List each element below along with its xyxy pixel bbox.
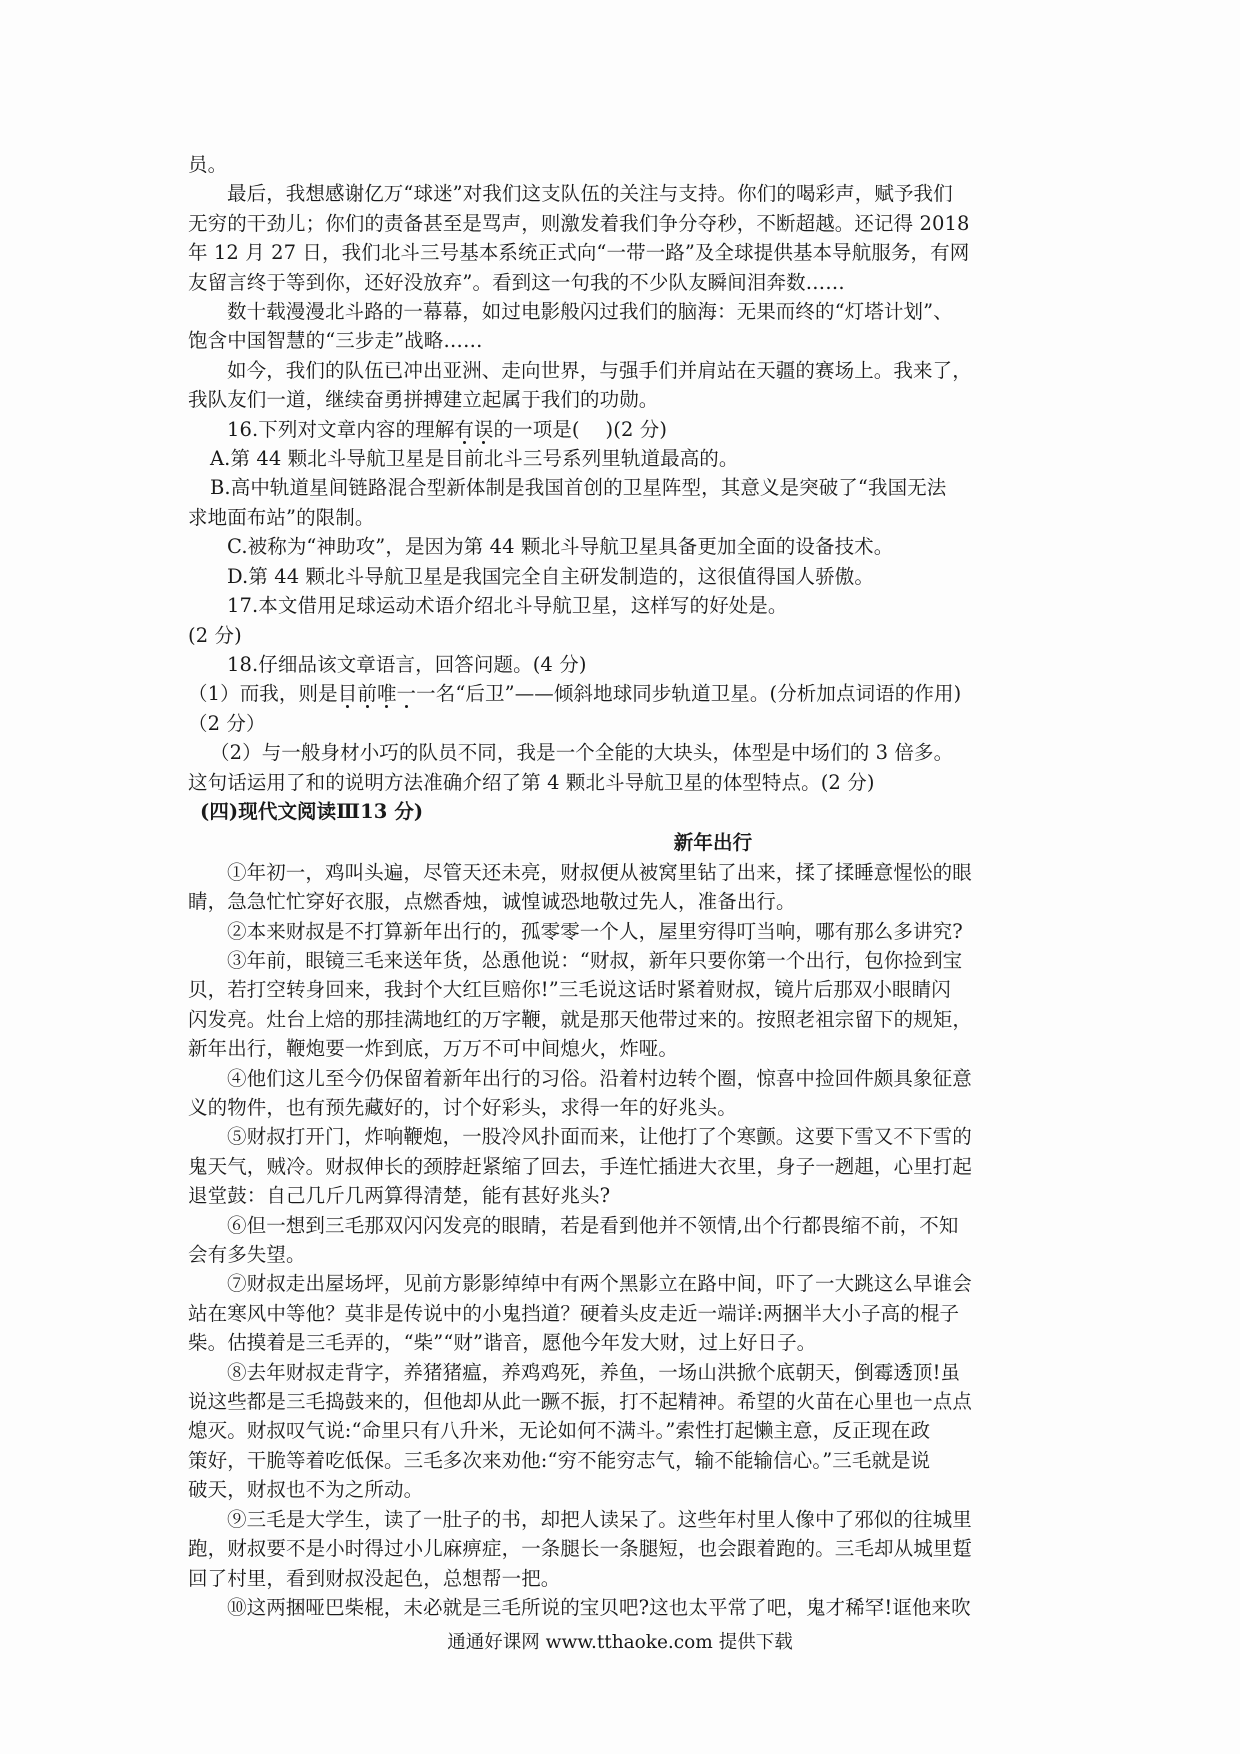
text-line: 年 12 月 27 日，我们北斗三号基本系统正式向“一带一路”及全球提供基本导航服务，有网 xyxy=(188,241,970,265)
question-text: 的一项是( )(2 分) xyxy=(493,417,668,441)
section-heading: (四)现代文阅读Ⅲ13 分) xyxy=(200,799,424,823)
text-line: 贝，若打空转身回来，我封个大红巨赔你!”三毛说这话时紧着财叔，镜片后那双小眼睛闪 xyxy=(188,978,951,1002)
paragraph-1: ①年初一，鸡叫头遍，尽管天还未亮，财叔便从被窝里钻了出来，揉了揉睡意惺忪的眼 xyxy=(227,860,972,884)
paragraph-4: ④他们这儿至今仍保留着新年出行的习俗。沿着村边转个圈，惊喜中捡回件颇具象征意 xyxy=(227,1066,972,1090)
text-line: 义的物件，也有预先藏好的，讨个好彩头，求得一年的好兆头。 xyxy=(188,1096,737,1119)
question-18-1-score: （2 分） xyxy=(188,711,266,735)
option-c: C.被称为“神助攻”，是因为第 44 颗北斗导航卫星具备更加全面的设备技术。 xyxy=(227,535,894,559)
article-title: 新年出行 xyxy=(673,831,753,855)
text-line: 退堂鼓：自己几斤几两算得清楚，能有甚好兆头? xyxy=(188,1184,611,1208)
text-line: 无穷的干劲儿；你们的责备甚至是骂声，则激发着我们争分夺秒，不断超越。还记得 2018 xyxy=(188,211,970,235)
text-line: 如今，我们的队伍已冲出亚洲、走向世界，与强手们并肩站在天疆的赛场上。我来了， xyxy=(227,358,972,382)
question-18-2: （2）与一般身材小巧的队员不同，我是一个全能的大块头，体型是中场们的 3 倍多。 xyxy=(210,741,954,765)
text-line: 闪发亮。灶台上焙的那挂满地红的万字鞭，就是那天他带过来的。按照老祖宗留下的规矩， xyxy=(188,1007,973,1031)
text-line: 破天，财叔也不为之所动。 xyxy=(188,1478,424,1502)
text-line: 最后，我想感谢亿万“球迷”对我们这支队伍的关注与支持。你们的喝彩声，赋予我们 xyxy=(227,182,953,206)
document-body xyxy=(188,150,1068,1622)
question-17: 17.本文借用足球运动术语介绍北斗导航卫星，这样写的好处是。 xyxy=(227,594,788,618)
text-line: 睛，急急忙忙穿好衣服，点燃香烛，诚惶诚恐地敬过先人，准备出行。 xyxy=(188,890,796,914)
text-line: 会有多失望。 xyxy=(188,1243,306,1267)
paragraph-8: ⑧去年财叔走背字，养猪猪瘟，养鸡鸡死，养鱼，一场山洪掀个底朝天，倒霉透顶!虽 xyxy=(227,1360,961,1384)
question-17-score: (2 分) xyxy=(188,623,242,647)
question-18-2-cont: 这句话运用了和的说明方法准确介绍了第 4 颗北斗导航卫星的体型特点。(2 分) xyxy=(188,770,875,794)
text-line: 鬼天气，贼冷。财叔伸长的颈脖赶紧缩了回去，手连忙插进大衣里，身子一趔趄，心里打起 xyxy=(188,1154,973,1178)
option-d: D.第 44 颗北斗导航卫星是我国完全自主研发制造的，这很值得国人骄傲。 xyxy=(227,564,874,588)
question-18-1 xyxy=(188,679,1068,708)
question-text: （1）而我，则是 xyxy=(188,682,338,706)
text-line: 我队友们一道，继续奋勇拼搏建立起属于我们的功勋。 xyxy=(188,388,659,412)
paragraph-5: ⑤财叔打开门，炸响鞭炮，一股冷风扑面而来，让他打了个寒颤。这要下雪又不下雪的 xyxy=(227,1125,972,1149)
text-line: 友留言终于等到你，还好没放弃”。看到这一句我的不少队友瞬间泪奔数…… xyxy=(188,270,845,294)
paragraph-7: ⑦财叔走出屋场坪，见前方影影绰绰中有两个黑影立在路中间，吓了一大跳这么早谁会 xyxy=(227,1272,972,1296)
text-line: 回了村里，看到财叔没起色，总想帮一把。 xyxy=(188,1566,561,1590)
emphasis-char: 一 xyxy=(396,682,417,706)
page-footer: 通通好课网 www.tthaoke.com 提供下载 xyxy=(447,1632,793,1653)
question-text: 16.下列对文章内容的理解 xyxy=(227,417,455,441)
paragraph-3: ③年前，眼镜三毛来送年货，怂恿他说：“财叔，新年只要你第一个出行，包你捡到宝 xyxy=(227,948,963,972)
text-line: 策好，干脆等着吃低保。三毛多次来劝他:“穷不能穷志气，输不能输信心。”三毛就是说 xyxy=(188,1448,931,1472)
emphasis-char: 唯 xyxy=(376,682,397,706)
emphasis-char: 误 xyxy=(473,417,494,441)
text-line: 跑，财叔要不是小时得过小儿麻痹症，一条腿长一条腿短，也会跟着跑的。三毛却从城里踅 xyxy=(188,1537,973,1561)
question-18: 18.仔细品该文章语言，回答问题。(4 分) xyxy=(227,652,587,676)
text-line: 说这些都是三毛捣鼓来的，但他却从此一蹶不振，打不起精神。希望的火苗在心里也一点点 xyxy=(188,1390,973,1414)
question-text: 一名“后卫”——倾斜地球同步轨道卫星。(分析加点词语的作用) xyxy=(416,682,962,706)
option-b: B.高中轨道星间链路混合型新体制是我国首创的卫星阵型，其意义是突破了“我国无法 xyxy=(210,476,947,500)
text-line: 数十载漫漫北斗路的一幕幕，如过电影般闪过我们的脑海：无果而终的“灯塔计划”、 xyxy=(227,300,953,324)
paragraph-10: ⑩这两捆哑巴柴棍，未必就是三毛所说的宝贝吧?这也太平常了吧，鬼才稀罕!诓他来吹 xyxy=(227,1595,971,1619)
text-line: 新年出行，鞭炮要一炸到底，万万不可中间熄火，炸哑。 xyxy=(188,1037,679,1061)
text-line: 站在寒风中等他？莫非是传说中的小鬼挡道？硬着头皮走近一端详:两捆半大小子高的棍子 xyxy=(188,1301,960,1325)
paragraph-9: ⑨三毛是大学生，读了一肚子的书，却把人读呆了。这些年村里人像中了邪似的往城里 xyxy=(227,1507,972,1531)
option-a: A.第 44 颗北斗导航卫星是目前北斗三号系列里轨道最高的。 xyxy=(210,447,739,471)
paragraph-2: ②本来财叔是不打算新年出行的，孤零零一个人，屋里穷得叮当响，哪有那么多讲究? xyxy=(227,919,963,943)
text-line: 员。 xyxy=(188,153,228,176)
emphasis-char: 目 xyxy=(337,682,358,706)
question-16 xyxy=(188,415,1068,444)
option-b-cont: 求地面布站”的限制。 xyxy=(188,505,375,529)
emphasis-char: 前 xyxy=(357,682,377,706)
emphasis-char: 有 xyxy=(454,417,474,441)
text-line: 饱含中国智慧的“三步走”战略…… xyxy=(188,329,483,353)
text-line: 熄灭。财叔叹气说:“命里只有八升米，无论如何不满斗。”索性打起懒主意，反正现在政 xyxy=(188,1419,931,1443)
text-line: 柴。估摸着是三毛弄的，“柴”“财”谐音，愿他今年发大财，过上好日子。 xyxy=(188,1331,817,1355)
paragraph-6: ⑥但一想到三毛那双闪闪发亮的眼睛，若是看到他并不领情,出个行都畏缩不前，不知 xyxy=(227,1213,959,1237)
